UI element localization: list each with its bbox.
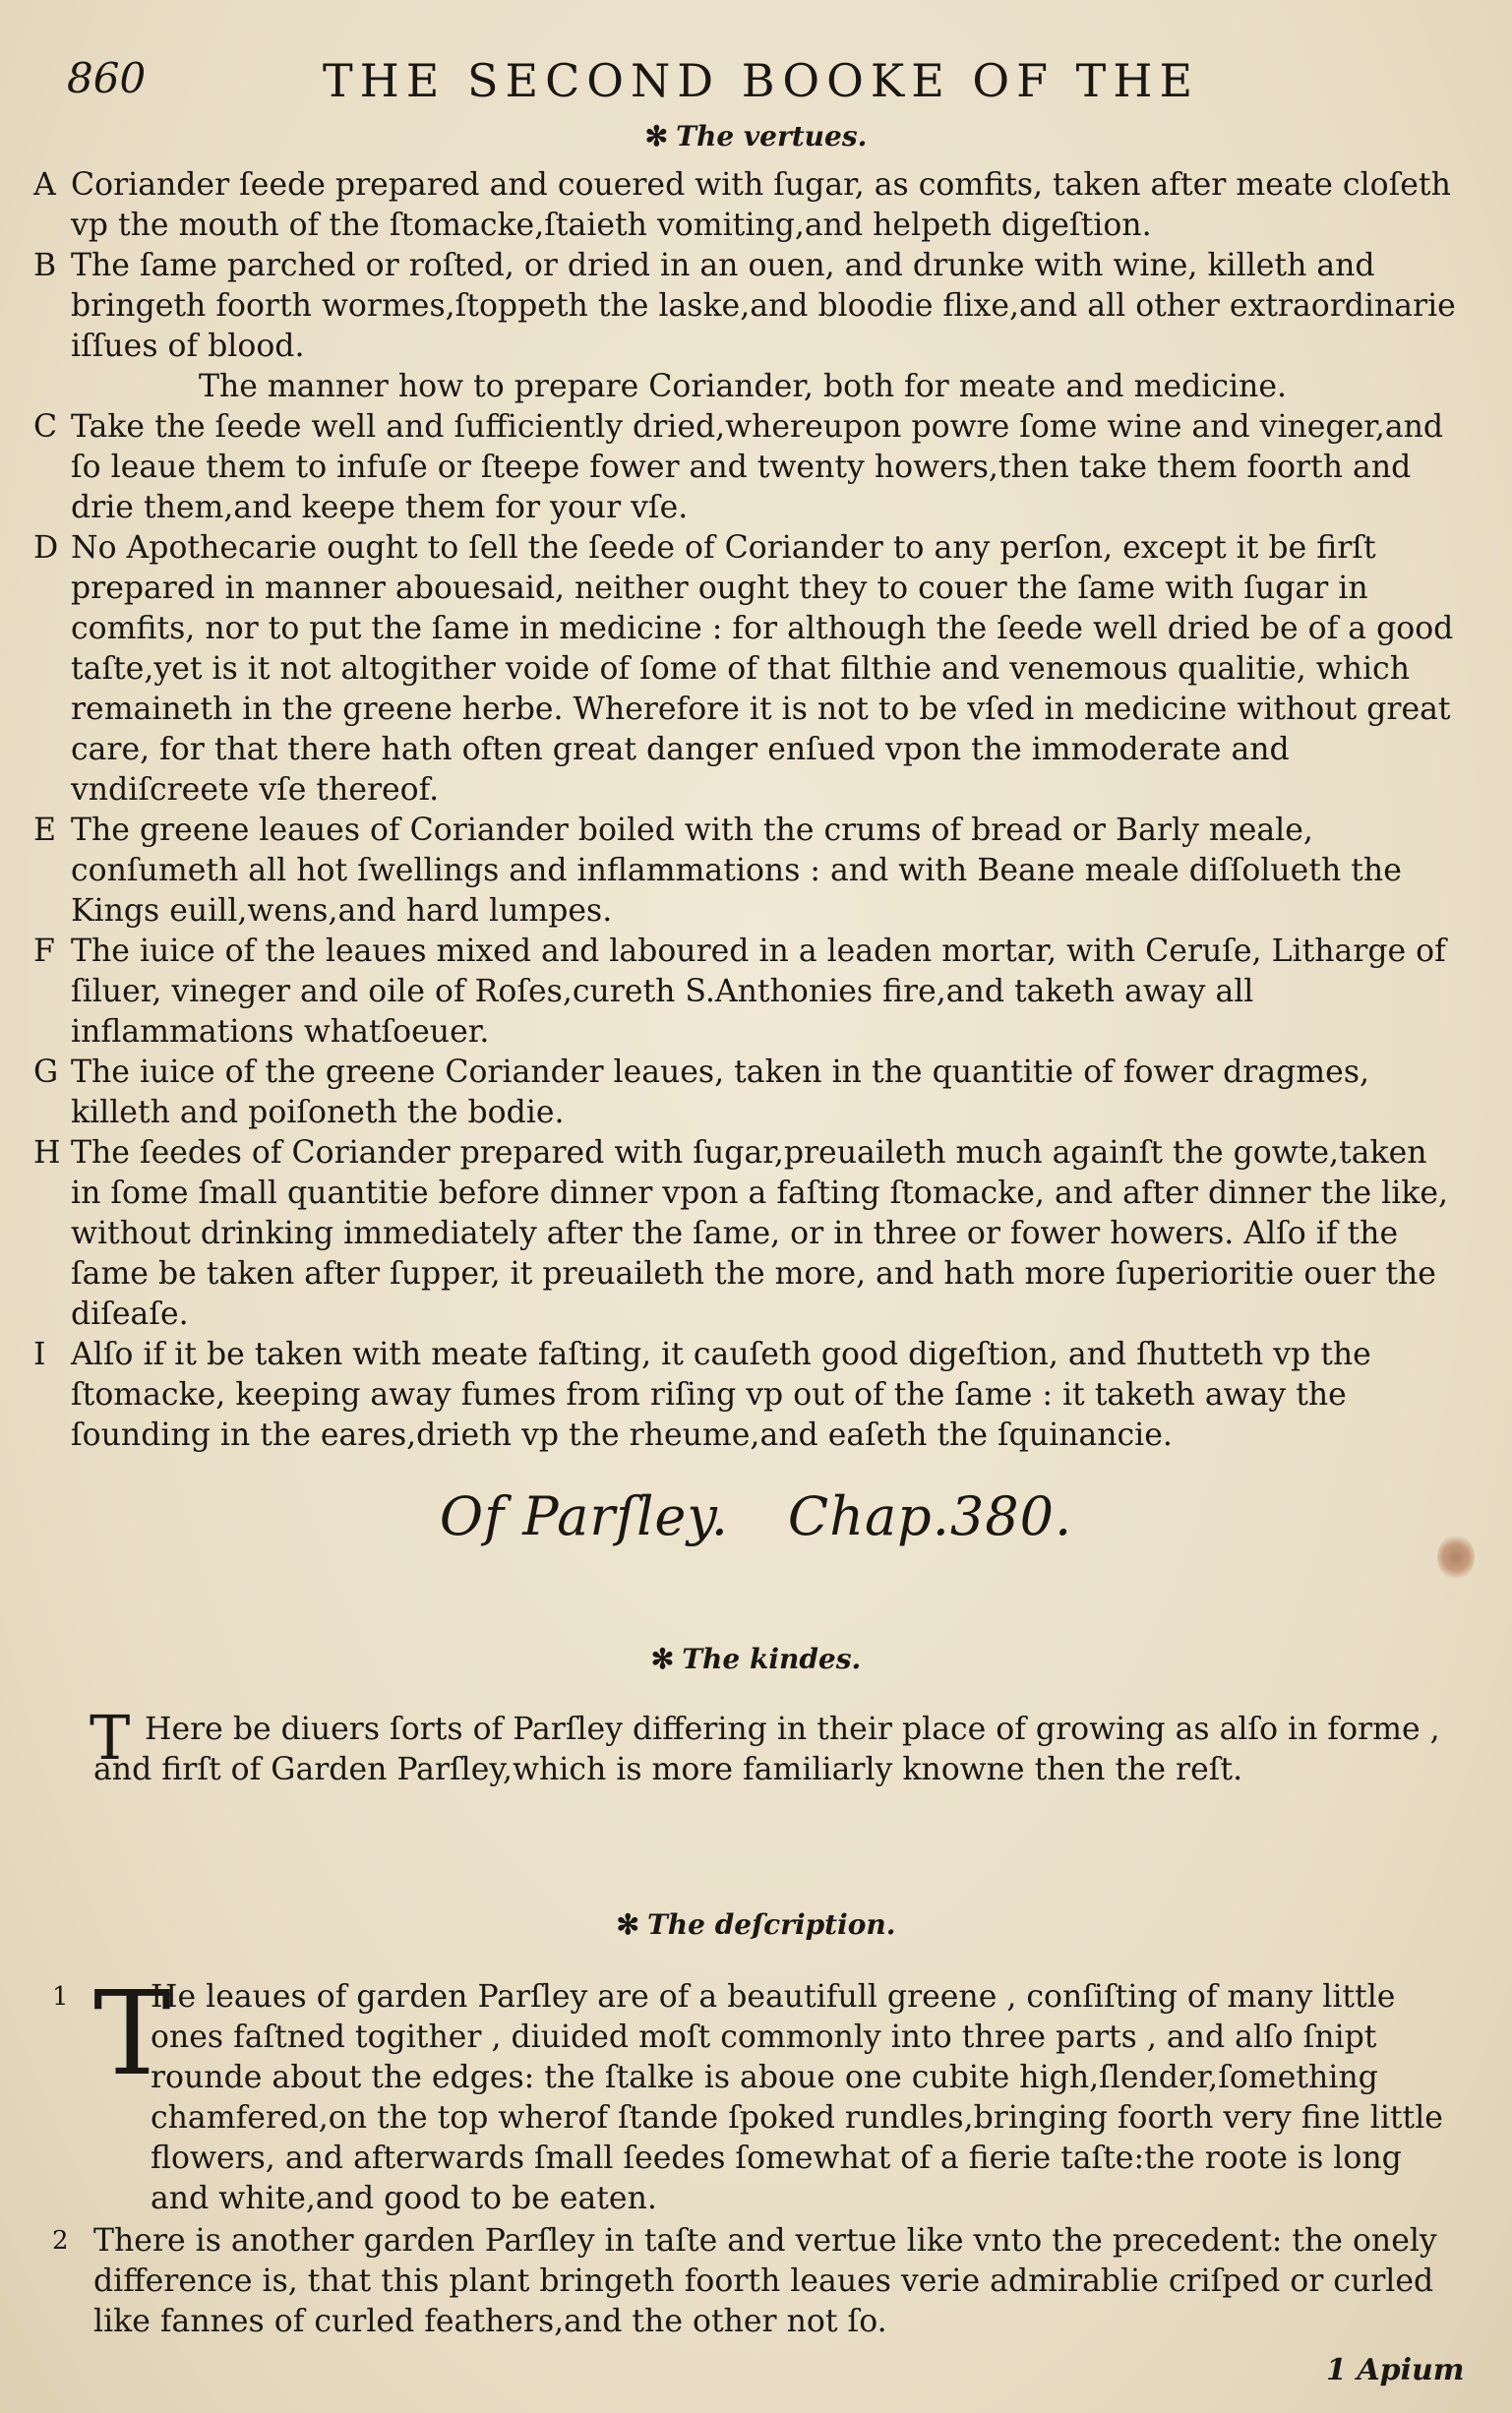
item-text: There is another garden Parſley in taſte and vertue like vnto the precedent: the onely difference is, that this plant bringeth foorth leaues verie admirablie criſped or curled like fannes of curled feathers,and the other not ſo. (93, 2223, 1437, 2339)
vertue-entry-d (30, 528, 1456, 811)
vertue-entry-b (30, 246, 1456, 367)
chapter-heading (0, 1485, 1512, 1547)
item-text: He leaues of garden Parſley are of a beautifull greene , conſiſting of many little ones faſtned togither , diuided moſt commonly into three parts , and alſo ſnipt rounde about the edges: the ſtalke is aboue one cubite high,ſlender,ſomething chamfered,on the top wherof ſtande ſpoked rundles,bringing foorth very fine little flowers, and afterwards ſmall ſeedes ſomewhat of a fierie taſte:the roote is long and white,and good to be eaten. (151, 1979, 1443, 2216)
description-item-2 (52, 2221, 1461, 2342)
item-number: 2 (52, 2226, 69, 2256)
entry-text: The iuice of the leaues mixed and laboured in a leaden mortar, with Ceruſe, Litharge of ſiluer, vineger and oile of Roſes,cureth S.Anthonies fire,and taketh away all inflammations whatſoeuer. (71, 934, 1446, 1050)
entry-letter: E (33, 813, 56, 848)
entry-letter: I (33, 1337, 46, 1372)
entry-letter: B (33, 248, 57, 283)
entry-text: The greene leaues of Coriander boiled with the crums of bread or Barly meale, conſumeth all hot ſwellings and inflammations : and with Beane meale diſſolueth the Kings euill,wens,and hard lumpes. (71, 813, 1402, 929)
description-heading-text: The deſcription. (646, 1908, 896, 1941)
catchword: 1 Apium (1326, 2353, 1465, 2387)
entry-text: Alſo if it be taken with meate faſting, it cauſeth good digeſtion, and ſhutteth vp the ſtomacke, keeping away fumes from riſing vp out of the ſame : it taketh away the ſounding in the eares,drieth vp the rheume,and eaſeth the ſquinancie. (71, 1337, 1371, 1453)
item-number: 1 (52, 1982, 69, 2012)
asterism-icon: ✻ (650, 1643, 675, 1675)
chapter-number: Chap.380. (787, 1485, 1073, 1547)
entry-letter: G (33, 1055, 59, 1090)
description-heading (0, 1908, 1512, 1941)
entry-letter: A (33, 167, 56, 203)
entry-text: No Apothecarie ought to ſell the ſeede of Coriander to any perſon, except it be firſt prepared in manner abouesaid, neither ought they to couer the ſame with ſugar in comfits, nor to put the ſame in medicine : for although the ſeede well dried be of a good taſte,yet is it not altogither voide of ſome of that filthie and venemous qualitie, which remaineth in the greene herbe. Wherefore it is not to be vſed in medicine without great care, for that there hath often great danger enſued vpon the immoderate and vndiſcreete vſe thereof. (71, 530, 1454, 808)
asterism-icon: ✻ (616, 1908, 639, 1941)
chapter-title: Of Parſley. (439, 1485, 729, 1547)
vertue-entry-h (30, 1133, 1456, 1335)
vertue-entry-i (30, 1335, 1456, 1456)
vertues-heading-text: The vertues. (676, 120, 868, 152)
entry-text: The ſeedes of Coriander prepared with ſugar,preuaileth much againſt the gowte,taken in ſome ſmall quantitie before dinner vpon a faſting ſtomacke, and after dinner the like, without drinking immediately after the ſame, or in three or fower howers. Alſo if the ſame be taken after ſupper, it preuaileth the more, and hath more ſuperioritie ouer the diſeaſe. (71, 1135, 1449, 1332)
entry-letter: H (33, 1135, 61, 1171)
page-number: 860 (67, 54, 147, 102)
vertue-entry-a (30, 165, 1456, 246)
kindes-heading-text: The kindes. (682, 1643, 862, 1675)
kindes-heading (0, 1643, 1512, 1675)
drop-cap: T (90, 1702, 131, 1774)
entry-text: Take the ſeede well and ſufficiently dried,whereupon powre ſome wine and vineger,and ſo leaue them to infuſe or ſteepe fower and twenty howers,then take them foorth and drie them,and keepe them for your vſe. (71, 409, 1444, 525)
vertue-entry-f (30, 932, 1456, 1053)
vertues-list (30, 165, 1456, 1456)
running-head: THE SECOND BOOKE OF THE (323, 54, 1200, 107)
vertue-entry-g (30, 1053, 1456, 1133)
entry-text: The iuice of the greene Coriander leaues, taken in the quantitie of fower dragmes, killeth and poiſoneth the bodie. (71, 1055, 1370, 1130)
description-item-1 (52, 1965, 1461, 2219)
entry-letter: D (33, 530, 59, 566)
kindes-paragraph (90, 1702, 1461, 1790)
vertue-entry-e (30, 811, 1456, 932)
entry-text: Coriander ſeede prepared and couered with ſugar, as comfits, taken after meate cloſeth vp the mouth of the ſtomacke,ſtaieth vomiting,and helpeth digeſtion. (71, 167, 1451, 243)
manner-subheading: The manner how to prepare Coriander, both for meate and medicine. (198, 369, 1287, 404)
entry-text: The ſame parched or roſted, or dried in an ouen, and drunke with wine, killeth and bringeth foorth wormes,ſtoppeth the laske,and bloodie flixe,and all other extraordinarie iſſues of blood. (71, 248, 1456, 364)
kindes-text: Here be diuers ſorts of Parſley differing in their place of growing as alſo in forme , and firſt of Garden Parſley,which is more familiarly knowne then the reſt. (93, 1712, 1440, 1787)
asterism-icon: ✻ (644, 120, 669, 152)
drop-cap: T (93, 1965, 171, 2101)
page-header (67, 54, 1464, 113)
entry-letter: C (33, 409, 58, 445)
vertues-heading (0, 120, 1512, 152)
entry-letter: F (33, 934, 55, 969)
vertue-entry-c (30, 407, 1456, 528)
description-body (52, 1965, 1461, 2342)
